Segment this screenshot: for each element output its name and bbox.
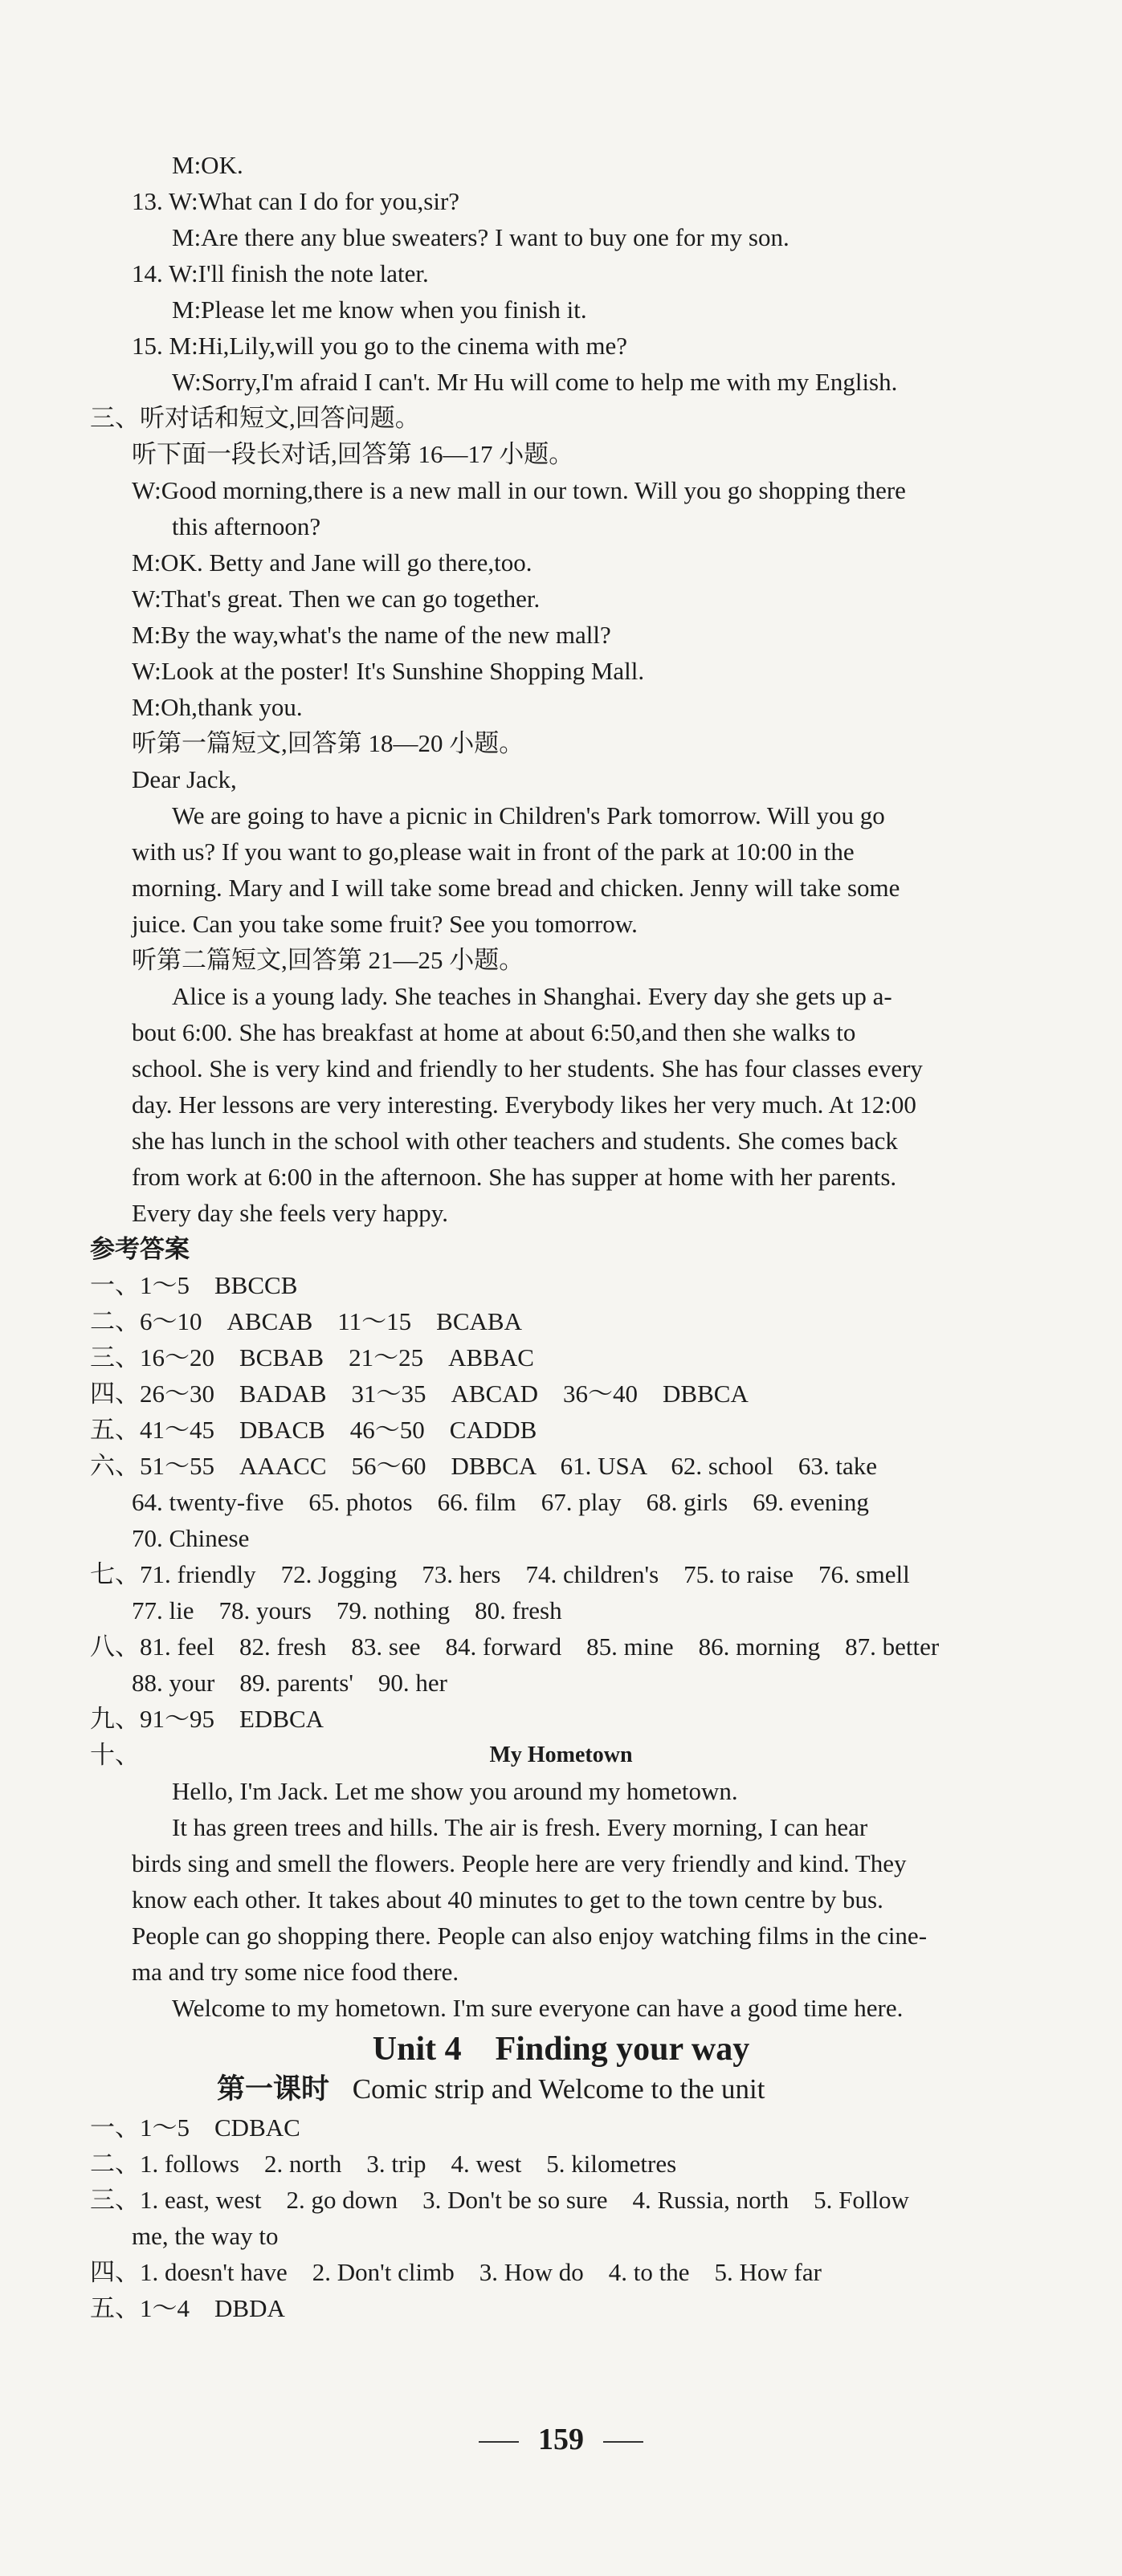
essay-line: Hello, I'm Jack. Let me show you around my hometown. <box>172 1777 738 1805</box>
script-line: Dear Jack, <box>132 765 237 793</box>
script-line: 15. M:Hi,Lily,will you go to the cinema with me? <box>132 332 628 360</box>
unit-answer-line: 三、1. east, west 2. go down 3. Don't be so sure 4. Russia, north 5. Follow <box>90 2186 909 2214</box>
essay-line: know each other. It takes about 40 minutes to get to the town centre by bus. <box>132 1885 883 1914</box>
essay-line: It has green trees and hills. The air is fresh. Every morning, I can hear <box>172 1813 868 1841</box>
script-line: M:By the way,what's the name of the new mall? <box>132 621 611 649</box>
script-line: school. She is very kind and friendly to her students. She has four classes every <box>132 1054 923 1082</box>
page-number-dash-left <box>479 2441 519 2443</box>
lesson-name: Comic strip and Welcome to the unit <box>352 2073 765 2105</box>
answer-line: 70. Chinese <box>132 1524 250 1552</box>
script-line: 14. W:I'll finish the note later. <box>132 259 429 287</box>
unit-title: Unit 4 Finding your way <box>372 2031 750 2068</box>
script-line: bout 6:00. She has breakfast at home at about 6:50,and then she walks to <box>132 1018 856 1046</box>
page-number-value: 159 <box>538 2423 584 2456</box>
script-line: M:Are there any blue sweaters? I want to buy one for my son. <box>172 223 789 251</box>
script-line: W:That's great. Then we can go together. <box>132 585 541 613</box>
unit-answer-line: 一、1～5 CDBAC <box>90 2113 300 2142</box>
essay-title: My Hometown <box>489 1742 633 1767</box>
script-line: W:Sorry,I'm afraid I can't. Mr Hu will come to help me with my English. <box>172 368 898 396</box>
script-line: W:Look at the poster! It's Sunshine Shopping Mall. <box>132 657 645 685</box>
page-number <box>0 2421 1122 2458</box>
script-line: We are going to have a picnic in Children's Park tomorrow. Will you go <box>172 801 885 829</box>
answer-line: 四、26～30 BADAB 31～35 ABCAD 36～40 DBBCA <box>90 1380 749 1408</box>
lesson-label: 第一课时 <box>217 2073 330 2105</box>
script-line: Alice is a young lady. She teaches in Shanghai. Every day she gets up a- <box>172 982 892 1010</box>
answer-line: 六、51～55 AAACC 56～60 DBBCA 61. USA 62. school 63. take <box>90 1452 877 1480</box>
script-line: this afternoon? <box>172 512 321 540</box>
script-line: 听下面一段长对话,回答第 16—17 小题。 <box>132 440 574 468</box>
answer-line: 八、81. feel 82. fresh 83. see 84. forward 85. mine 86. morning 87. better <box>90 1632 940 1661</box>
answer-line: 64. twenty-five 65. photos 66. film 67. play 68. girls 69. evening <box>132 1488 869 1516</box>
essay-line: ma and try some nice food there. <box>132 1958 459 1986</box>
answers-heading: 参考答案 <box>90 1235 190 1263</box>
script-line: M:OK. <box>172 151 243 179</box>
script-line: M:OK. Betty and Jane will go there,too. <box>132 548 532 577</box>
script-line: M:Please let me know when you finish it. <box>172 296 587 324</box>
answer-line: 九、91～95 EDBCA <box>90 1705 324 1733</box>
script-line: 听第二篇短文,回答第 21—25 小题。 <box>132 946 524 974</box>
answer-line: 一、1～5 BBCCB <box>90 1271 298 1299</box>
answer-line: 三、16～20 BCBAB 21～25 ABBAC <box>90 1343 534 1372</box>
essay-label: 十、 <box>90 1741 140 1769</box>
answer-line: 二、6～10 ABCAB 11～15 BCABA <box>90 1307 522 1335</box>
unit-answer-line: 二、1. follows 2. north 3. trip 4. west 5. kilometres <box>90 2150 677 2178</box>
script-line: with us? If you want to go,please wait in front of the park at 10:00 in the <box>132 838 855 866</box>
page-number-dash-right <box>603 2441 643 2443</box>
essay-line: People can go shopping there. People can also enjoy watching films in the cine- <box>132 1922 928 1950</box>
answer-line: 77. lie 78. yours 79. nothing 80. fresh <box>132 1596 562 1624</box>
script-line: from work at 6:00 in the afternoon. She has supper at home with her parents. <box>132 1163 897 1191</box>
answer-line: 五、41～45 DBACB 46～50 CADDB <box>90 1416 537 1444</box>
script-line: M:Oh,thank you. <box>132 693 303 721</box>
script-line: she has lunch in the school with other teachers and students. She comes back <box>132 1127 898 1155</box>
unit-answer-line: me, the way to <box>132 2222 279 2250</box>
script-line: Every day she feels very happy. <box>132 1199 448 1227</box>
unit-answer-line: 四、1. doesn't have 2. Don't climb 3. How do 4. to the 5. How far <box>90 2258 822 2286</box>
lesson-heading <box>217 2072 765 2107</box>
essay-line: birds sing and smell the flowers. People here are very friendly and kind. They <box>132 1849 907 1877</box>
unit-answer-line: 五、1～4 DBDA <box>90 2294 285 2322</box>
script-line: juice. Can you take some fruit? See you tomorrow. <box>132 910 638 938</box>
script-line: 听第一篇短文,回答第 18—20 小题。 <box>132 729 524 757</box>
script-line: day. Her lessons are very interesting. Everybody likes her very much. At 12:00 <box>132 1090 916 1119</box>
essay-line: Welcome to my hometown. I'm sure everyone can have a good time here. <box>172 1994 904 2022</box>
script-line: morning. Mary and I will take some bread and chicken. Jenny will take some <box>132 874 900 902</box>
answer-line: 88. your 89. parents' 90. her <box>132 1669 448 1697</box>
script-line: W:Good morning,there is a new mall in our town. Will you go shopping there <box>132 476 906 504</box>
section-heading: 三、听对话和短文,回答问题。 <box>90 404 420 432</box>
script-line: 13. W:What can I do for you,sir? <box>132 187 460 215</box>
answer-line: 七、71. friendly 72. Jogging 73. hers 74. children's 75. to raise 76. smell <box>90 1560 910 1588</box>
